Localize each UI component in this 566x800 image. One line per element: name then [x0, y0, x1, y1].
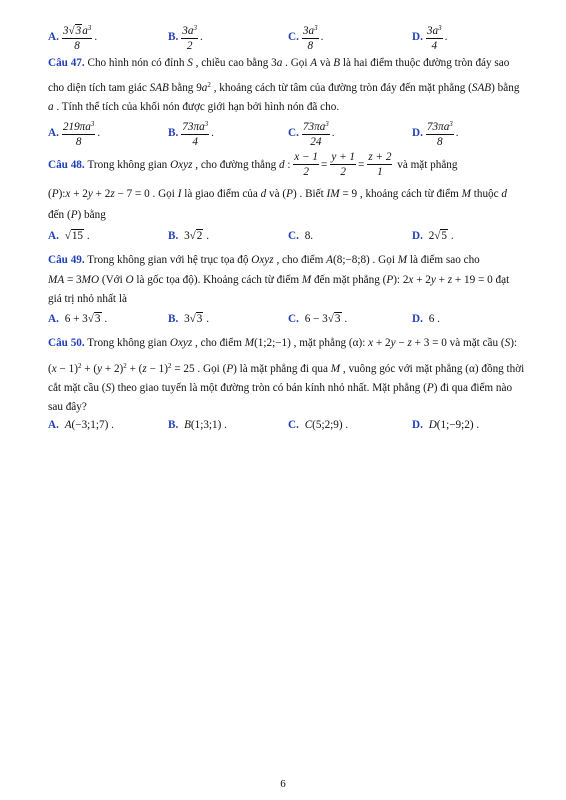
q47-option-a: A. $\frac{219\pi a^3}{8}$ . — [48, 120, 101, 148]
q49-option-d: D. 6 . — [412, 313, 440, 325]
q47-line3: a . Tính thể tích của khối nón được giới hạn bởi hình nón đã cho. — [48, 101, 340, 113]
q47-line1: Câu 47. Cho hình nón có đỉnh S , chiều cao bằng 3a . Gọi A và B là hai điểm thuộc đường tròn đáy sao — [48, 57, 510, 69]
q47-option-d: D. $\frac{73\pi a^3}{8}$ . — [412, 120, 459, 148]
q49-line1: Câu 49. Trong không gian với hệ trục tọa độ Oxyz , cho điểm A(8;−8;8) . Gọi M là điểm sao cho — [48, 254, 480, 266]
q50-line1: Câu 50. Trong không gian Oxyz , cho điểm M(1;2;−1) , mặt phẳng (α): x + 2y − z + 3 = 0 và mặt cầu (S): — [48, 337, 518, 349]
q50-option-b: B. B(1;3;1) . — [168, 419, 227, 431]
q49-option-a: A. 6 + 3√3 . — [48, 313, 108, 325]
top-option-a: A. $\frac{3√3a^3}{8}$ . — [48, 24, 98, 52]
q50-line3: cắt mặt cầu (S) theo giao tuyến là một đường tròn có bán kính nhỏ nhất. Mặt phẳng (P) đi qua điểm nào — [48, 382, 513, 394]
top-option-c: C. $\frac{3a^3}{8}$ . — [288, 24, 324, 52]
q48-option-d: D. 2√5 . — [412, 230, 454, 242]
q47-line2: cho diện tích tam giác SAB bằng $9a^2$ , khoảng cách từ tâm của đường tròn đáy đến mặt phẳng (SAB) bằng — [48, 81, 520, 94]
top-option-d: D. $\frac{3a^3}{4}$ . — [412, 24, 448, 52]
q48-option-b: B. 3√2 . — [168, 230, 209, 242]
q49-line3: giá trị nhỏ nhất là — [48, 293, 127, 305]
page-number: 6 — [280, 778, 286, 790]
q50-line4: sau đây? — [48, 401, 87, 413]
q48-option-a: A. √15 . — [48, 230, 90, 242]
q47-option-c: C. $\frac{73\pi a^3}{24}$ . — [288, 120, 335, 148]
q48-line3: đến (P) bằng — [48, 209, 106, 221]
q48-line2: (P):x + 2y + 2z − 7 = 0 . Gọi I là giao điểm của d và (P) . Biết IM = 9 , khoảng cách từ điểm M thuộc d — [48, 188, 507, 200]
top-option-b: B. $\frac{3a^3}{2}$ . — [168, 24, 203, 52]
q50-option-c: C. C(5;2;9) . — [288, 419, 349, 431]
q48-option-c: C. 8. — [288, 230, 314, 242]
q50-option-d: D. D(1;−9;2) . — [412, 419, 480, 431]
q47-option-b: B. $\frac{73\pi a^3}{4}$ . — [168, 120, 214, 148]
q50-line2: $(x - 1)^2 + (y + 2)^2 + (z - 1)^2 = 25$ . Gọi (P) là mặt phẳng đi qua M , vuông góc với mặt phẳng (α) đồng thời — [48, 362, 525, 375]
q50-option-a: A. A(−3;1;7) . — [48, 419, 114, 431]
q49-option-c: C. 6 − 3√3 . — [288, 313, 348, 325]
q49-line2: MA = 3MO (Với O là gốc tọa độ). Khoảng cách từ điểm M đến mặt phẳng (P): 2x + 2y + z + 19 = 0 đạt — [48, 274, 510, 286]
q48-line1: Câu 48. Trong không gian Oxyz , cho đường thẳng d : $\frac{x - 1}{2}$ = $\frac{y + 1}{2}$ = $\frac{z + 2}{1}$ và mặt phẳng — [48, 151, 458, 178]
q49-option-b: B. 3√3 . — [168, 313, 209, 325]
